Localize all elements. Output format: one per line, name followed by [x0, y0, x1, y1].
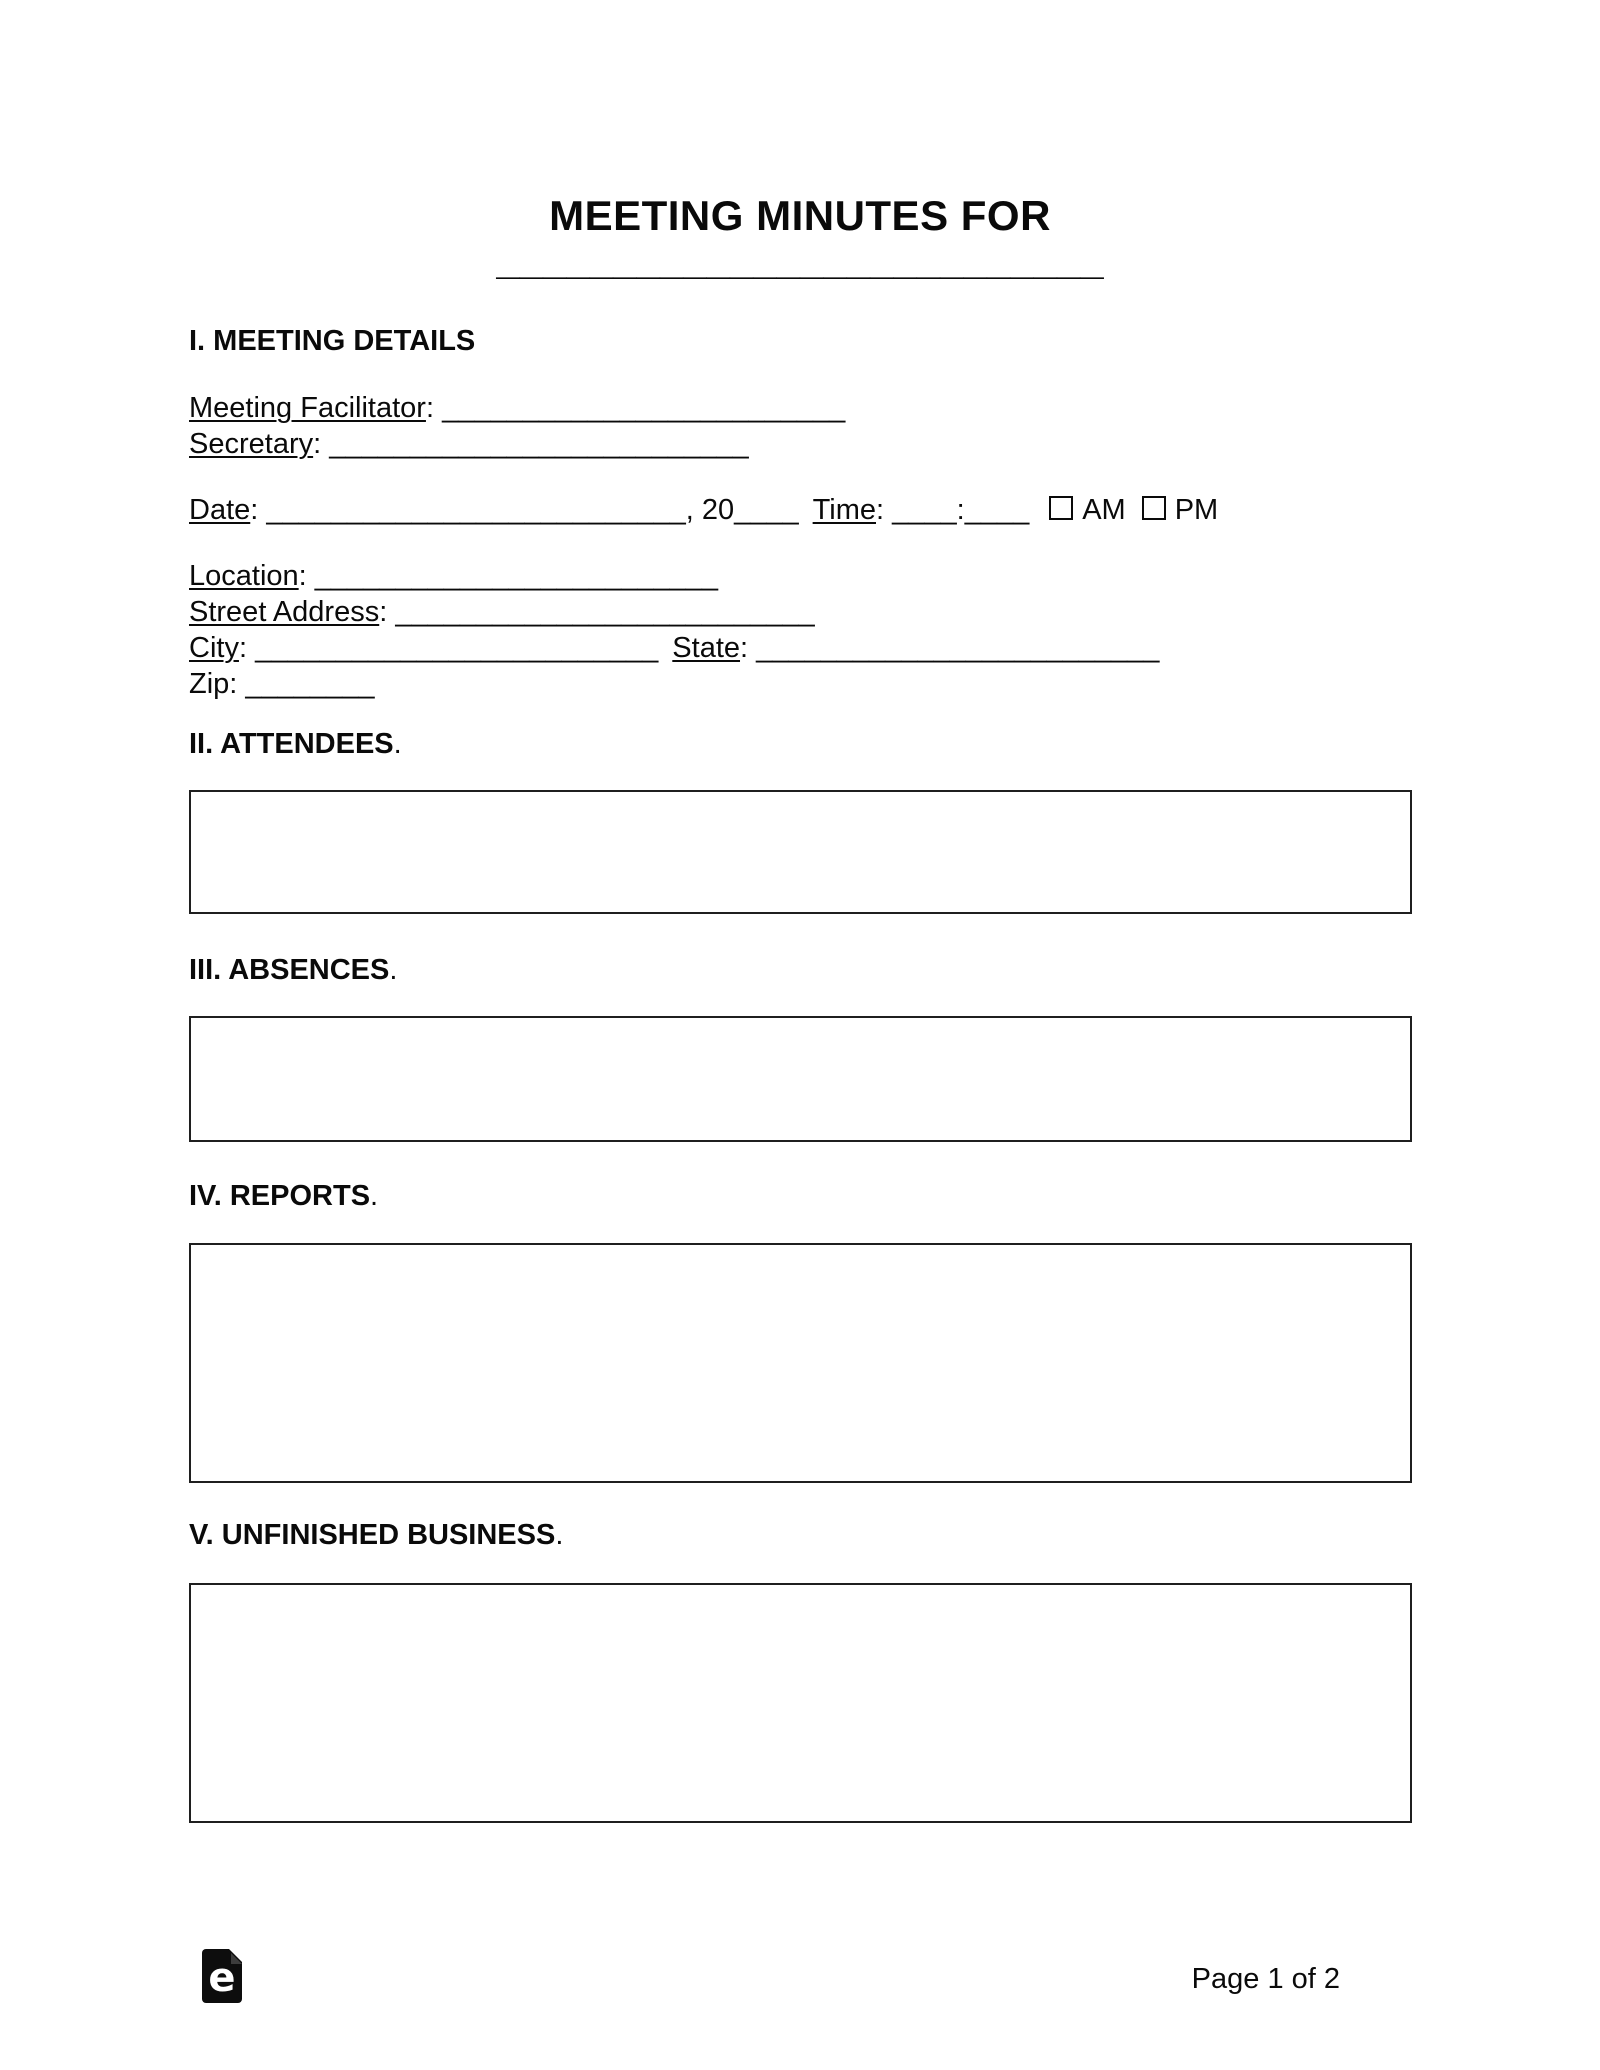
meeting-facilitator-blank[interactable]: _________________________	[442, 392, 846, 424]
field-row-date-time	[189, 492, 1449, 528]
heading-text: V. UNFINISHED BUSINESS	[189, 1519, 556, 1551]
reports-box[interactable]	[189, 1243, 1412, 1483]
meeting-facilitator-label: Meeting Facilitator	[189, 392, 426, 424]
page-indicator: Page 1 of 2	[1191, 1963, 1340, 1995]
field-row-location	[189, 558, 1449, 594]
attendees-box[interactable]	[189, 790, 1412, 914]
section-heading-attendees	[189, 726, 1449, 762]
page-title: MEETING MINUTES FOR	[549, 192, 1051, 239]
city-label: City	[189, 632, 239, 664]
pm-label: PM	[1174, 494, 1219, 526]
state-blank[interactable]: _________________________	[756, 632, 1160, 664]
pm-checkbox[interactable]	[1142, 496, 1166, 520]
heading-period: .	[555, 1519, 564, 1551]
date-year-blank[interactable]: ____	[734, 494, 799, 526]
state-separator: :	[740, 632, 757, 664]
location-blank[interactable]: _________________________	[314, 560, 718, 592]
eforms-logo-icon	[202, 1949, 242, 2003]
zip-label: Zip	[189, 668, 230, 700]
field-row-secretary	[189, 426, 1449, 462]
zip-blank[interactable]: ________	[245, 668, 375, 700]
secretary-label: Secretary	[189, 428, 314, 460]
time-colon: :	[956, 494, 965, 526]
street-address-blank[interactable]: __________________________	[395, 596, 815, 628]
field-row-zip	[189, 666, 1449, 702]
field-row-street-address	[189, 594, 1449, 630]
absences-box[interactable]	[189, 1016, 1412, 1142]
logo-letter: e	[208, 1955, 236, 2001]
date-label: Date	[189, 494, 251, 526]
street-address-label: Street Address	[189, 596, 380, 628]
section-heading-absences	[189, 952, 1449, 988]
heading-text: I. MEETING DETAILS	[189, 325, 476, 357]
field-row-city-state	[189, 630, 1449, 666]
city-separator: :	[238, 632, 256, 664]
location-separator: :	[298, 560, 315, 592]
location-label: Location	[189, 560, 299, 592]
heading-period: .	[393, 728, 402, 760]
time-separator: :	[876, 494, 893, 526]
state-label: State	[672, 632, 741, 664]
date-blank[interactable]: __________________________	[266, 494, 686, 526]
title-blank-line[interactable]: __________________________	[496, 236, 1104, 283]
am-checkbox[interactable]	[1049, 496, 1073, 520]
field-row-meeting-facilitator	[189, 390, 1449, 426]
time-hour-blank[interactable]: ____	[892, 494, 957, 526]
section-heading-unfinished-business	[189, 1517, 1449, 1553]
time-label: Time	[812, 494, 876, 526]
date-separator: :	[250, 494, 267, 526]
heading-period: .	[389, 954, 398, 986]
section-heading-meeting-details	[189, 323, 1449, 359]
date-year-prefix: , 20	[685, 494, 735, 526]
heading-period: .	[370, 1180, 379, 1212]
secretary-separator: :	[313, 428, 330, 460]
secretary-blank[interactable]: __________________________	[329, 428, 749, 460]
heading-text: II. ATTENDEES	[189, 728, 394, 760]
unfinished-business-box[interactable]	[189, 1583, 1412, 1823]
heading-text: III. ABSENCES	[189, 954, 390, 986]
street-address-separator: :	[379, 596, 396, 628]
city-blank[interactable]: _________________________	[255, 632, 659, 664]
meeting-facilitator-separator: :	[425, 392, 443, 424]
section-heading-reports	[189, 1178, 1449, 1214]
am-label: AM	[1082, 494, 1126, 526]
heading-text: IV. REPORTS	[189, 1180, 371, 1212]
zip-separator: :	[229, 668, 246, 700]
time-minute-blank[interactable]: ____	[964, 494, 1030, 526]
